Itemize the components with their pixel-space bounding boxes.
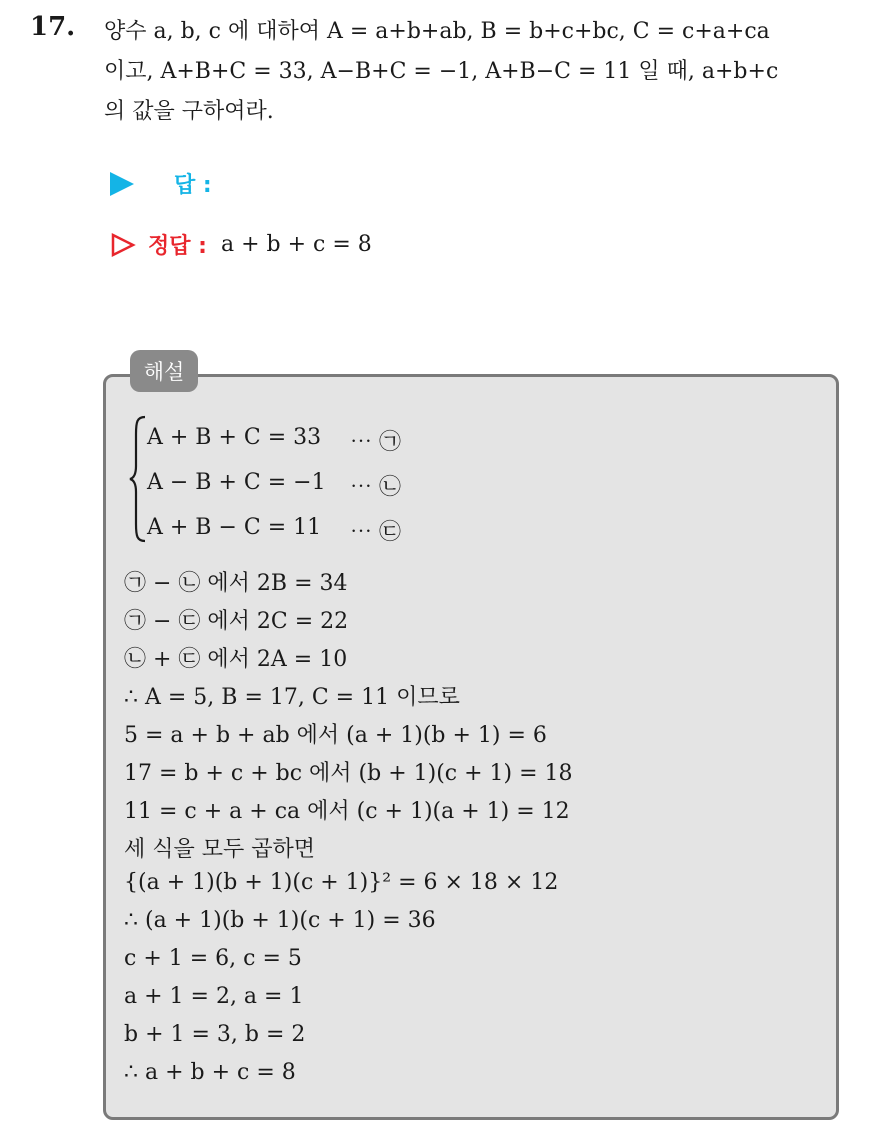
question-line-1: 양수 a, b, c 에 대하여 A = a+b+ab, B = b+c+bc, C = c+a+ca <box>104 19 770 44</box>
system-marker-1: ⋯ ㉠ <box>350 430 401 455</box>
solution-line: ㉠ − ㉡ 에서 2B = 34 <box>124 571 348 596</box>
solution-line: ∴ a + b + c = 8 <box>124 1060 296 1085</box>
solution-line: ㉡ + ㉢ 에서 2A = 10 <box>124 647 348 672</box>
question-line-2: 이고, A+B+C = 33, A−B+C = −1, A+B−C = 11 일 때, a+b+c <box>104 59 779 84</box>
solution-line: ∴ A = 5, B = 17, C = 11 이므로 <box>124 685 460 710</box>
question-line-3: 의 값을 구하여라. <box>104 99 274 124</box>
solution-line: a + 1 = 2, a = 1 <box>124 984 304 1009</box>
system-marker-3: ⋯ ㉢ <box>350 520 401 545</box>
solution-line: b + 1 = 3, b = 2 <box>124 1022 306 1047</box>
correct-answer-label: 정답 : <box>148 234 207 259</box>
solution-line: 11 = c + a + ca 에서 (c + 1)(a + 1) = 12 <box>124 799 570 824</box>
answer-label: 답 : <box>174 173 212 198</box>
solution-line: ㉠ − ㉢ 에서 2C = 22 <box>124 609 349 634</box>
system-equation-2: A − B + C = −1 <box>147 470 326 495</box>
solution-line: 5 = a + b + ab 에서 (a + 1)(b + 1) = 6 <box>124 723 547 748</box>
answer-blank-row <box>110 168 212 199</box>
solution-line: ∴ (a + 1)(b + 1)(c + 1) = 36 <box>124 908 436 933</box>
solution-line: 세 식을 모두 곱하면 <box>124 837 315 862</box>
system-equation-1: A + B + C = 33 <box>147 425 322 450</box>
solution-line: {(a + 1)(b + 1)(c + 1)}² = 6 × 18 × 12 <box>124 870 559 895</box>
play-triangle-icon <box>110 172 134 196</box>
question-number: 17. <box>30 12 76 42</box>
correct-answer-row <box>110 229 372 260</box>
system-marker-2: ⋯ ㉡ <box>350 475 401 500</box>
outline-triangle-icon <box>110 232 136 258</box>
solution-line: c + 1 = 6, c = 5 <box>124 946 302 971</box>
solution-line: 17 = b + c + bc 에서 (b + 1)(c + 1) = 18 <box>124 761 573 786</box>
correct-answer-value: a + b + c = 8 <box>220 232 372 257</box>
system-equation-3: A + B − C = 11 <box>147 515 322 540</box>
left-brace-icon <box>127 414 147 544</box>
solution-tag: 해설 <box>130 350 198 392</box>
